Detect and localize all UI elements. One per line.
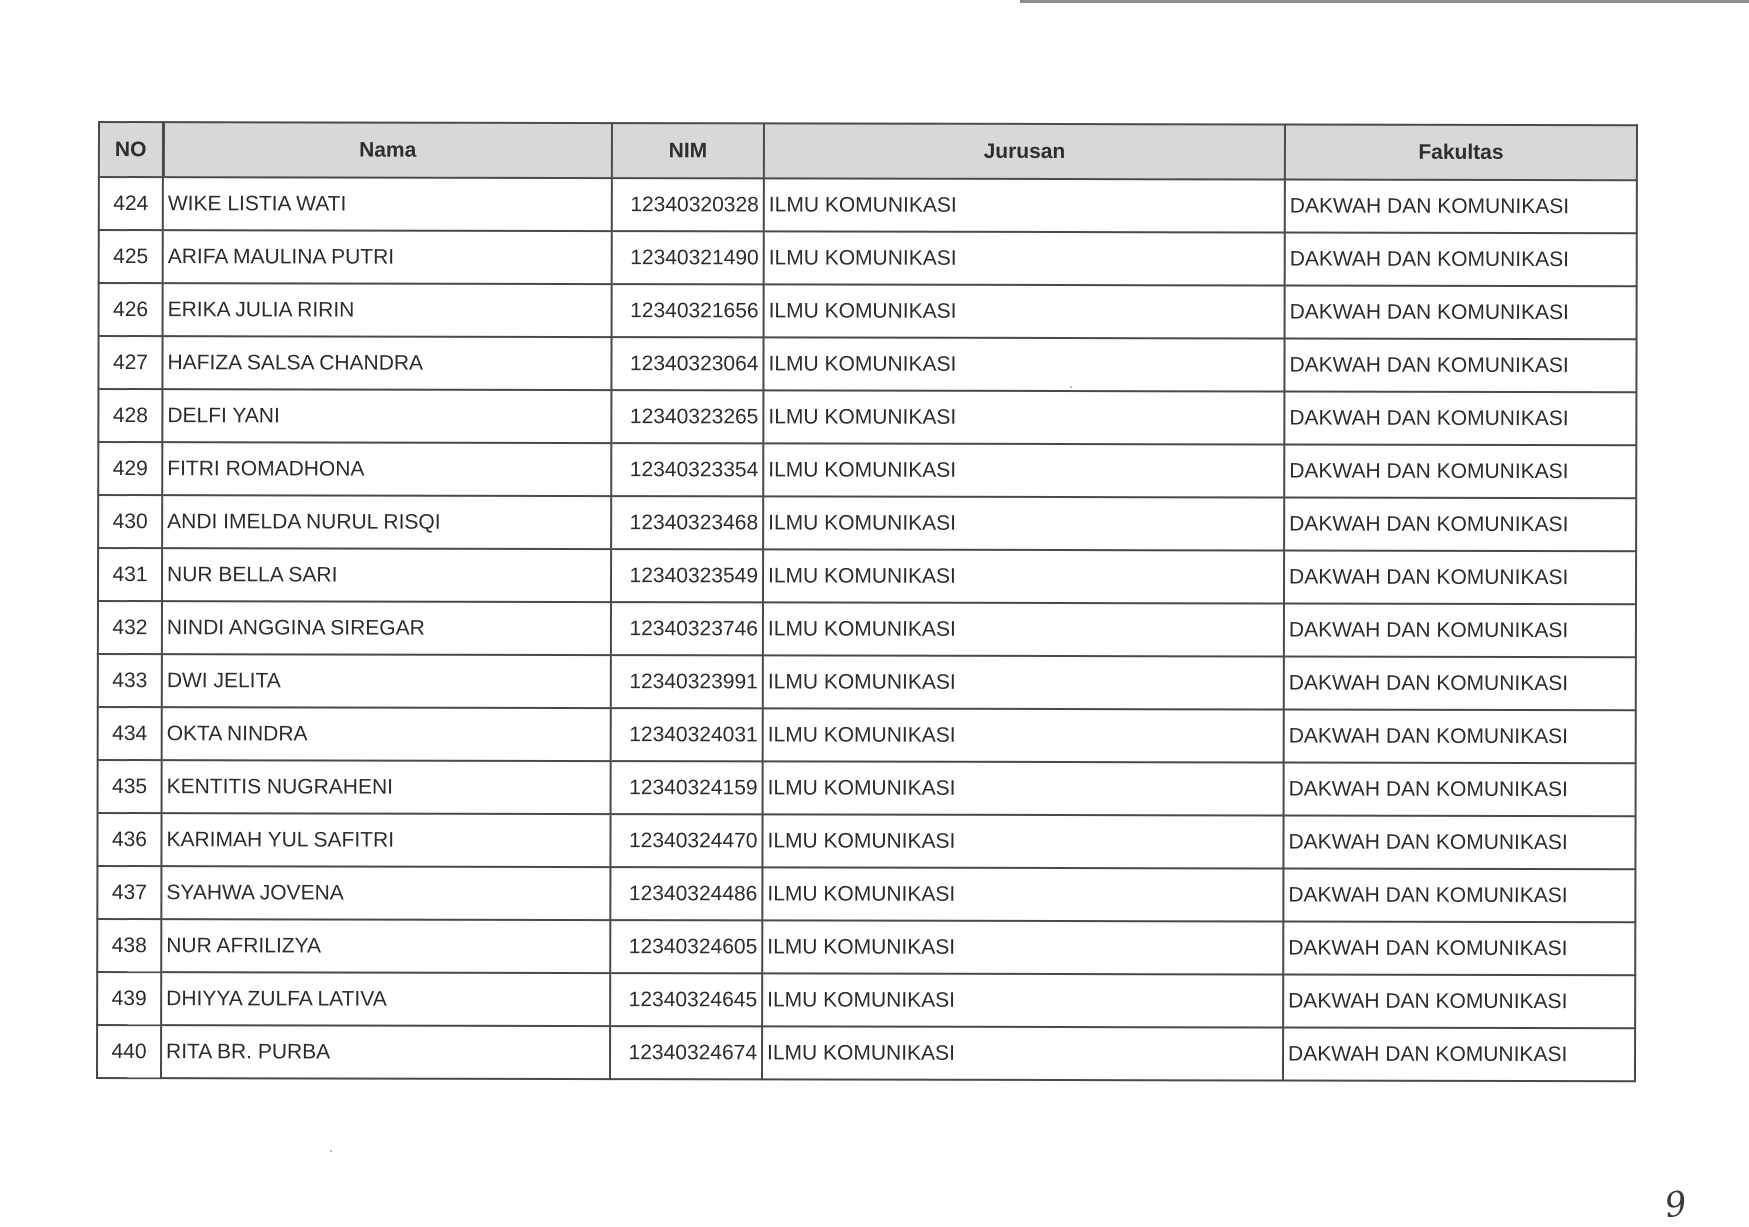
- table-row: [97, 1025, 1635, 1081]
- scan-top-edge-line: [1020, 0, 1749, 3]
- cell-nim: 12340323746: [611, 602, 763, 655]
- cell-nim: 12340324605: [610, 920, 762, 973]
- cell-nim: 12340323991: [611, 655, 763, 708]
- cell-nim: 12340323265: [611, 390, 763, 443]
- cell-nim: 12340320328: [612, 178, 764, 231]
- table-row: [99, 177, 1637, 233]
- cell-no: 434: [98, 707, 162, 760]
- header-row: [99, 122, 1637, 180]
- cell-nama: SYAHWA JOVENA: [161, 866, 610, 920]
- cell-nim: 12340324159: [611, 761, 763, 814]
- cell-fakultas: DAKWAH DAN KOMUNIKASI: [1283, 921, 1635, 975]
- cell-jurusan: ILMU KOMUNIKASI: [764, 284, 1285, 338]
- table-row: [97, 972, 1635, 1028]
- cell-no: 432: [98, 601, 162, 654]
- table-row: [97, 919, 1635, 975]
- cell-no: 435: [98, 760, 162, 813]
- cell-nim: 12340324674: [610, 1026, 762, 1079]
- header-nim: NIM: [612, 123, 764, 178]
- cell-fakultas: DAKWAH DAN KOMUNIKASI: [1284, 338, 1636, 392]
- header-nama: Nama: [163, 122, 612, 178]
- cell-no: 429: [98, 442, 162, 495]
- cell-jurusan: ILMU KOMUNIKASI: [763, 390, 1284, 444]
- table-row: [97, 813, 1635, 869]
- cell-nama: NUR BELLA SARI: [162, 548, 611, 602]
- cell-nim: 12340324486: [610, 867, 762, 920]
- cell-fakultas: DAKWAH DAN KOMUNIKASI: [1283, 974, 1635, 1028]
- table-row: [99, 230, 1637, 286]
- cell-nama: DWI JELITA: [162, 654, 611, 708]
- cell-nama: HAFIZA SALSA CHANDRA: [162, 336, 611, 390]
- cell-jurusan: ILMU KOMUNIKASI: [764, 178, 1285, 232]
- scan-speck: [330, 1150, 332, 1152]
- cell-nama: ARIFA MAULINA PUTRI: [163, 230, 612, 284]
- cell-jurusan: ILMU KOMUNIKASI: [763, 708, 1284, 762]
- table-header: [99, 122, 1637, 180]
- cell-nama: DELFI YANI: [162, 389, 611, 443]
- cell-nim: 12340323354: [611, 443, 763, 496]
- cell-fakultas: DAKWAH DAN KOMUNIKASI: [1284, 444, 1636, 498]
- cell-fakultas: DAKWAH DAN KOMUNIKASI: [1284, 497, 1636, 551]
- table-body: [97, 177, 1637, 1081]
- cell-jurusan: ILMU KOMUNIKASI: [763, 761, 1284, 815]
- cell-no: 430: [98, 495, 162, 548]
- cell-no: 427: [98, 336, 162, 389]
- cell-no: 440: [97, 1025, 161, 1078]
- cell-nama: ANDI IMELDA NURUL RISQI: [162, 495, 611, 549]
- cell-fakultas: DAKWAH DAN KOMUNIKASI: [1285, 232, 1637, 286]
- table-row: [97, 866, 1635, 922]
- cell-jurusan: ILMU KOMUNIKASI: [762, 920, 1283, 974]
- table-row: [99, 283, 1637, 339]
- table-row: [98, 601, 1636, 657]
- table-row: [98, 654, 1636, 710]
- cell-nama: KARIMAH YUL SAFITRI: [161, 813, 610, 867]
- cell-nama: KENTITIS NUGRAHENI: [162, 760, 611, 814]
- cell-nama: DHIYYA ZULFA LATIVA: [161, 972, 610, 1026]
- table-row: [98, 760, 1636, 816]
- header-jurusan: Jurusan: [764, 123, 1285, 179]
- cell-fakultas: DAKWAH DAN KOMUNIKASI: [1284, 391, 1636, 445]
- cell-jurusan: ILMU KOMUNIKASI: [762, 867, 1283, 921]
- cell-fakultas: DAKWAH DAN KOMUNIKASI: [1283, 815, 1635, 869]
- cell-nama: OKTA NINDRA: [162, 707, 611, 761]
- cell-no: 439: [97, 972, 161, 1025]
- cell-fakultas: DAKWAH DAN KOMUNIKASI: [1284, 709, 1636, 763]
- cell-jurusan: ILMU KOMUNIKASI: [762, 1026, 1283, 1080]
- cell-nim: 12340324470: [610, 814, 762, 867]
- cell-fakultas: DAKWAH DAN KOMUNIKASI: [1283, 868, 1635, 922]
- cell-nama: ERIKA JULIA RIRIN: [163, 283, 612, 337]
- cell-nim: 12340323468: [611, 496, 763, 549]
- cell-no: 437: [97, 866, 161, 919]
- handwritten-page-number: 9: [1662, 1183, 1690, 1227]
- cell-jurusan: ILMU KOMUNIKASI: [763, 549, 1284, 603]
- cell-nama: FITRI ROMADHONA: [162, 442, 611, 496]
- cell-no: 425: [99, 230, 163, 283]
- cell-nim: 12340323064: [611, 337, 763, 390]
- header-fakultas: Fakultas: [1285, 124, 1637, 180]
- cell-nim: 12340321490: [612, 231, 764, 284]
- cell-jurusan: ILMU KOMUNIKASI: [763, 443, 1284, 497]
- cell-jurusan: ILMU KOMUNIKASI: [763, 496, 1284, 550]
- table-row: [98, 389, 1636, 445]
- cell-fakultas: DAKWAH DAN KOMUNIKASI: [1284, 603, 1636, 657]
- table-row: [98, 548, 1636, 604]
- cell-nim: 12340324645: [610, 973, 762, 1026]
- cell-nama: NINDI ANGGINA SIREGAR: [162, 601, 611, 655]
- cell-no: 426: [99, 283, 163, 336]
- cell-fakultas: DAKWAH DAN KOMUNIKASI: [1284, 762, 1636, 816]
- cell-nama: RITA BR. PURBA: [161, 1025, 610, 1079]
- table-row: [98, 495, 1636, 551]
- header-no: NO: [99, 122, 163, 177]
- cell-fakultas: DAKWAH DAN KOMUNIKASI: [1285, 285, 1637, 339]
- cell-no: 431: [98, 548, 162, 601]
- cell-fakultas: DAKWAH DAN KOMUNIKASI: [1285, 179, 1637, 233]
- cell-nama: WIKE LISTIA WATI: [163, 177, 612, 231]
- table-row: [98, 707, 1636, 763]
- cell-no: 428: [98, 389, 162, 442]
- cell-nama: NUR AFRILIZYA: [161, 919, 610, 973]
- document-sheet: [96, 121, 1638, 1082]
- cell-jurusan: ILMU KOMUNIKASI: [763, 655, 1284, 709]
- cell-jurusan: ILMU KOMUNIKASI: [763, 337, 1284, 391]
- cell-jurusan: ILMU KOMUNIKASI: [763, 602, 1284, 656]
- cell-fakultas: DAKWAH DAN KOMUNIKASI: [1283, 1027, 1635, 1081]
- cell-jurusan: ILMU KOMUNIKASI: [762, 973, 1283, 1027]
- cell-no: 433: [98, 654, 162, 707]
- cell-no: 424: [99, 177, 163, 230]
- cell-fakultas: DAKWAH DAN KOMUNIKASI: [1284, 656, 1636, 710]
- cell-nim: 12340321656: [612, 284, 764, 337]
- cell-jurusan: ILMU KOMUNIKASI: [764, 231, 1285, 285]
- cell-fakultas: DAKWAH DAN KOMUNIKASI: [1284, 550, 1636, 604]
- cell-jurusan: ILMU KOMUNIKASI: [762, 814, 1283, 868]
- cell-no: 438: [97, 919, 161, 972]
- cell-nim: 12340324031: [611, 708, 763, 761]
- table-row: [98, 442, 1636, 498]
- student-roster-table: [96, 121, 1638, 1082]
- cell-no: 436: [97, 813, 161, 866]
- table-row: [98, 336, 1636, 392]
- cell-nim: 12340323549: [611, 549, 763, 602]
